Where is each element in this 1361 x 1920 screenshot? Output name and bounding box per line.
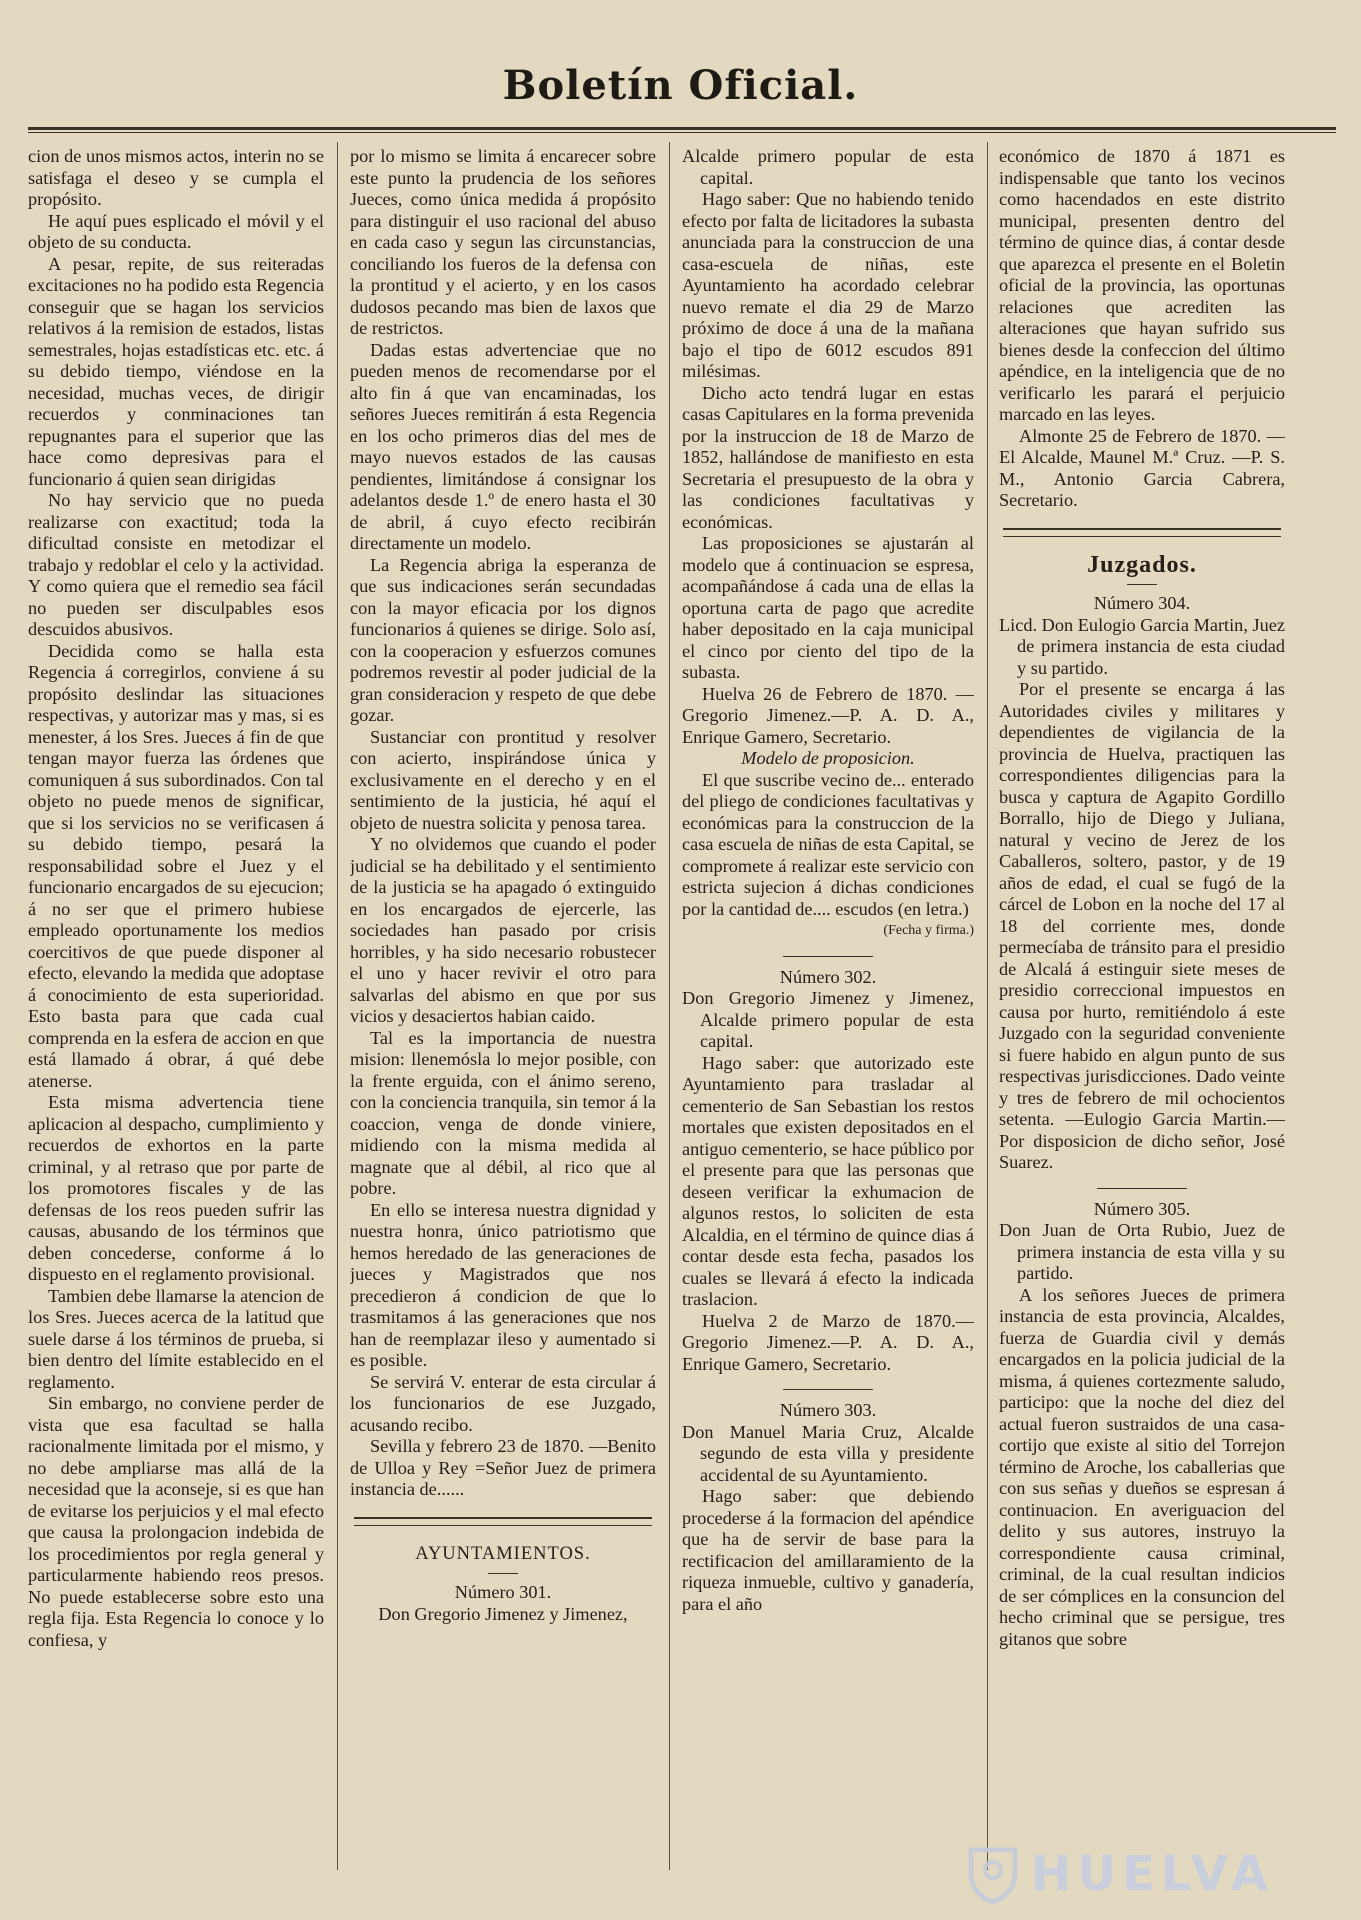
paragraph: Sustanciar con prontitud y resolver con acierto, inspirándose única y exclusivamente en el derecho y en el sentimiento de la justicia, hé aquí el objeto de nuestra solicita y penosa tarea. (350, 726, 656, 833)
paragraph: No hay servicio que no pueda realizarse con exactitud; toda la dificultad consiste en metodizar el trabajo y redoblar el celo y la actividad. Y como quiera que el remedio sea fácil no pueden ser disculpables esos descuidos abusivos. (28, 490, 324, 639)
column-4 (999, 146, 1285, 1886)
paragraph: Don Juan de Orta Rubio, Juez de primera instancia de esta villa y su partido. (999, 1220, 1285, 1283)
paragraph: Dicho acto tendrá lugar en estas casas Capitulares en la forma prevenida por la instruccion de 18 de Marzo de 1852, hallándose de manifiesto en esta Secretaria el presupuesto de la obra y las condiciones facultativas y económicas. (682, 382, 974, 532)
column-divider (669, 142, 670, 1870)
paragraph: Se servirá V. enterar de esta circular á los funcionarios de ese Juzgado, acusando recibo. (350, 1371, 656, 1435)
column-divider (987, 142, 988, 1870)
watermark-logo (965, 1838, 1345, 1910)
column-1 (28, 146, 324, 1886)
section-rule (354, 1517, 652, 1526)
paragraph: A pesar, repite, de sus reiteradas excitaciones no ha podido esta Regencia conseguir que se hagan los servicios relativos á la remision de estados, listas semestrales, hojas estadísticas etc. etc. á su debido tiempo, viéndose en la necesidad, muchas veces, de dirigir recuerdos y conminaciones tan repugnantes para el superior que las hace como depresivas para el funcionario á quien sean dirigidas (28, 253, 324, 489)
section-heading: AYUNTAMIENTOS. (415, 1543, 591, 1564)
paragraph: El que suscribe vecino de... enterado del pliego de condiciones facultativas y económicas para la construccion de la casa escuela de niñas de esta Capital, se compromete á realizar este servicio con estricta sujecion á dichas condiciones por la cantidad de.... escudos (en letra.) (682, 769, 974, 919)
paragraph: Hago saber: que debiendo procederse á la formacion del apéndice que ha de servir de base para la rectificacion del amillaramiento de la riqueza inmueble, cultivo y ganadería, para el año (682, 1486, 974, 1614)
shield-icon (965, 1844, 1021, 1904)
column-3 (682, 146, 974, 1886)
paragraph: Por el presente se encarga á las Autoridades civiles y militares y dependientes de vigilancia de la provincia de Huelva, practiquen las correspondientes diligencias para la busca y captura de Agapito Gordillo Borrallo, hijo de Diego y Juliana, natural y vecino de Jerez de los Caballeros, soltero, pastor, y de 19 años de edad, el cual se fugó de la cárcel de Lobon en la noche del 17 al 18 del corriente mes, donde permecíaba de tránsito para el presidio de Alcalá á estinguir siete meses de presidio correccional impuestos en causa por hurto, remitiéndolo á este Juzgado con la seguridad conveniente si fuere habido en algun punto de sus respectivas jurisdicciones. Dado veinte y tres de febrero de mil ochocientos setenta. —Eulogio Garcia Martin.—Por disposicion de dicho señor, José Suarez. (999, 679, 1285, 1172)
paragraph: Alcalde primero popular de esta capital. (682, 146, 974, 188)
paragraph: He aquí pues esplicado el móvil y el objeto de su conducta. (28, 210, 324, 252)
paragraph: Tal es la importancia de nuestra mision: llenemósla lo mejor posible, con la frente erguida, con el ánimo sereno, con la conciencia tranquila, sin temor á la coaccion, venga de donde viniere, midiendo con la misma medida al magnate que al débil, al rico que al pobre. (350, 1027, 656, 1198)
model-heading: Modelo de proposicion. (741, 748, 915, 768)
section-rule (1003, 528, 1281, 537)
separator (783, 956, 873, 957)
item-number: Número 303. (779, 1400, 877, 1420)
watermark-text: HUELVA (1031, 1846, 1274, 1902)
separator (783, 1389, 873, 1390)
paragraph: Licd. Don Eulogio Garcia Martin, Juez de primera instancia de esta ciudad y su partido. (999, 614, 1285, 678)
paragraph: cion de unos mismos actos, interin no se satisfaga el deseo y se cumpla el propósito. (28, 146, 324, 209)
paragraph: Sin embargo, no conviene perder de vista que esa facultad se halla racionalmente limitada por el mismo, y no debe ampliarse mas allá de la necesidad que la aconseje, si es que han de evitarse los perjuicios y el mal efecto que causa la prolongacion indebida de los procedimientos por regla general y particularmente habiendo reos presos. No puede establecerse sobre esto una regla fija. Esta Regencia lo conoce y lo confiesa, y (28, 1393, 324, 1650)
dash (488, 1573, 518, 1574)
signature: Huelva 26 de Febrero de 1870. —Gregorio Jimenez.—P. A. D. A., Enrique Gamero, Secretario. (682, 683, 974, 747)
paragraph: Tambien debe llamarse la atencion de los Sres. Jueces acerca de la latitud que suele darse á los términos de prueba, si bien dentro del límite establecido en el reglamento. (28, 1285, 324, 1392)
paragraph: Dadas estas advertenciae que no pueden menos de recomendarse por el alto fin á que van encaminadas, los señores Jueces remitirán á esta Regencia en los ocho primeros dias del mes de mayo nuevos estados de las causas pendientes, limitándose á consignar los adelantos desde 1.º de enero hasta el 30 de abril, á cuyo efecto recibirán directamente un modelo. (350, 339, 656, 553)
item-number: Número 302. (779, 966, 877, 987)
paragraph: Don Gregorio Jimenez y Jimenez, Alcalde primero popular de esta capital. (682, 988, 974, 1051)
paragraph: económico de 1870 á 1871 es indispensable que tanto los vecinos como hacendados en este distrito municipal, presenten dentro del término de quince dias, á contar desde que aparezca el presente en el Boletin oficial de la provincia, las oportunas relaciones que acrediten las alteraciones que hayan sufrido sus bienes desde la confeccion del último apéndice, en la inteligencia que de no verificarlo les parará el perjuicio marcado en las leyes. (999, 146, 1285, 424)
dash (1127, 584, 1157, 585)
paragraph: La Regencia abriga la esperanza de que sus indicaciones serán secundadas con la mayor eficacia por los dignos funcionarios á quienes se dirige. Solo así, con la cooperacion y esfuerzos comunes podremos revestir al poder judicial de la gran consideracion y respeto de que debe gozar. (350, 554, 656, 725)
signature-note: (Fecha y firma.) (883, 923, 974, 938)
paragraph: En ello se interesa nuestra dignidad y nuestra honra, único patriotismo que hemos heredado de las generaciones de jueces y Magistrados que nos precedieron á condicion de que lo trasmitamos á las generaciones que nos han de reemplazar ileso y aumentado si es posible. (350, 1199, 656, 1370)
header-rule (28, 124, 1336, 138)
signature: Huelva 2 de Marzo de 1870.— Gregorio Jimenez.—P. A. D. A., Enrique Gamero, Secretario. (682, 1310, 974, 1374)
column-2 (350, 146, 656, 1886)
item-number: Número 304. (1093, 593, 1191, 613)
section-heading: Juzgados. (1087, 551, 1197, 578)
paragraph: Don Gregorio Jimenez y Jimenez, (378, 1603, 628, 1624)
paragraph: Las proposiciones se ajustarán al modelo que á continuacion se espresa, acompañándose á cada una de ellas la oportuna carta de pago que acredite haber depositado en la caja municipal el cinco por ciento del tipo de la subasta. (682, 533, 974, 682)
separator (1097, 1188, 1187, 1189)
signature: Almonte 25 de Febrero de 1870. —El Alcalde, Maunel M.ª Cruz. —P. S. M., Antonio Garcia Cabrera, Secretario. (999, 425, 1285, 510)
paragraph: Hago saber: Que no habiendo tenido efecto por falta de licitadores la subasta anunciada para la construccion de una casa-escuela de niñas, este Ayuntamiento ha acordado celebrar nuevo remate el dia 29 de Marzo próximo de doce á una de la mañana bajo el tipo de 6012 escudos 891 milésimas. (682, 189, 974, 381)
paragraph: Y no olvidemos que cuando el poder judicial se ha debilitado y el sentimiento de la justicia se ha apagado ó extinguido en los encargados de ejercerle, las sociedades han pasado por crisis horribles, y ha sido necesario robustecer el uno y hacer revivir el otro para salvarlas del abismo en que por sus vicios y desaciertos habian caido. (350, 834, 656, 1026)
paragraph: Hago saber: que autorizado este Ayuntamiento para trasladar al cementerio de San Sebastian los restos mortales que existen depositados en el antiguo cementerio, se hace público por el presente para que las personas que deseen verificar la exhumacion de algunos restos, lo soliciten de esta Alcaldia, en el término de quince dias á contar desde esta fecha, pasados los cuales se llevará á efecto la indicada traslacion. (682, 1052, 974, 1309)
item-number: Número 301. (454, 1582, 552, 1602)
item-number: Número 305. (1093, 1198, 1191, 1219)
paragraph: Decidida como se halla esta Regencia á corregirlos, conviene á su propósito deslindar las situaciones respectivas, y autorizar mas y mas, si es menester, á los Sres. Jueces á fin de que tengan mayor fuerza las órdenes que comuniquen á sus subordinados. Con tal objeto no puede menos de significar, que si los servicios no se verificasen á su debido tiempo, pesará la responsabilidad sobre el Juez y el funcionario encargados de su ejecucion; á no ser que el primero hubiese empleado oportunamente los medios coercitivos de que puede disponer al efecto, elevando la medida que adoptase á conocimiento de esta superioridad. Esto basta para que cada cual comprenda en la esfera de accion en que está llamado á obrar, á qué debe atenerse. (28, 640, 324, 1091)
page-title: Boletín Oficial. (502, 62, 859, 109)
paragraph: A los señores Jueces de primera instancia de esta provincia, Alcaldes, fuerza de Guardia civil y demás encargados en la policia judicial de la misma, á quienes cortezmente saludo, participo: que la noche del diez del actual fueron sustraidos de una casa-cortijo que existe al sitio del Torrejon término de Aroche, los caballerias que con sus señas y dueños se espresan á continuacion. En averiguacion del delito y sus autores, instruyo la correspondiente causa criminal, criminal, de la cual resultan indicios de ser cómplices en la consuncion del hecho criminal que se persigue, tres gitanos que sobre (999, 1284, 1285, 1649)
column-divider (337, 142, 338, 1870)
paragraph: Esta misma advertencia tiene aplicacion al despacho, cumplimiento y recuerdos de exhortos en la parte criminal, y al retraso que por parte de los promotores fiscales y de las defensas de los reos pueden sufrir las causas, abusando de los términos que deben concederse, conforme á lo dispuesto en el reglamento provisional. (28, 1092, 324, 1284)
paragraph: Don Manuel Maria Cruz, Alcalde segundo de esta villa y presidente accidental de su Ayuntamiento. (682, 1421, 974, 1485)
paragraph: por lo mismo se limita á encarecer sobre este punto la prudencia de los señores Jueces, como única medida á propósito para distinguir el uso racional del abuso en cada caso y segun las circunstancias, conciliando los fueros de la defensa con la prontitud y el acierto, y en los casos dudosos pecando mas bien de laxos que de restrictos. (350, 146, 656, 338)
signature: Sevilla y febrero 23 de 1870. —Benito de Ulloa y Rey =Señor Juez de primera instancia de...... (350, 1436, 656, 1499)
